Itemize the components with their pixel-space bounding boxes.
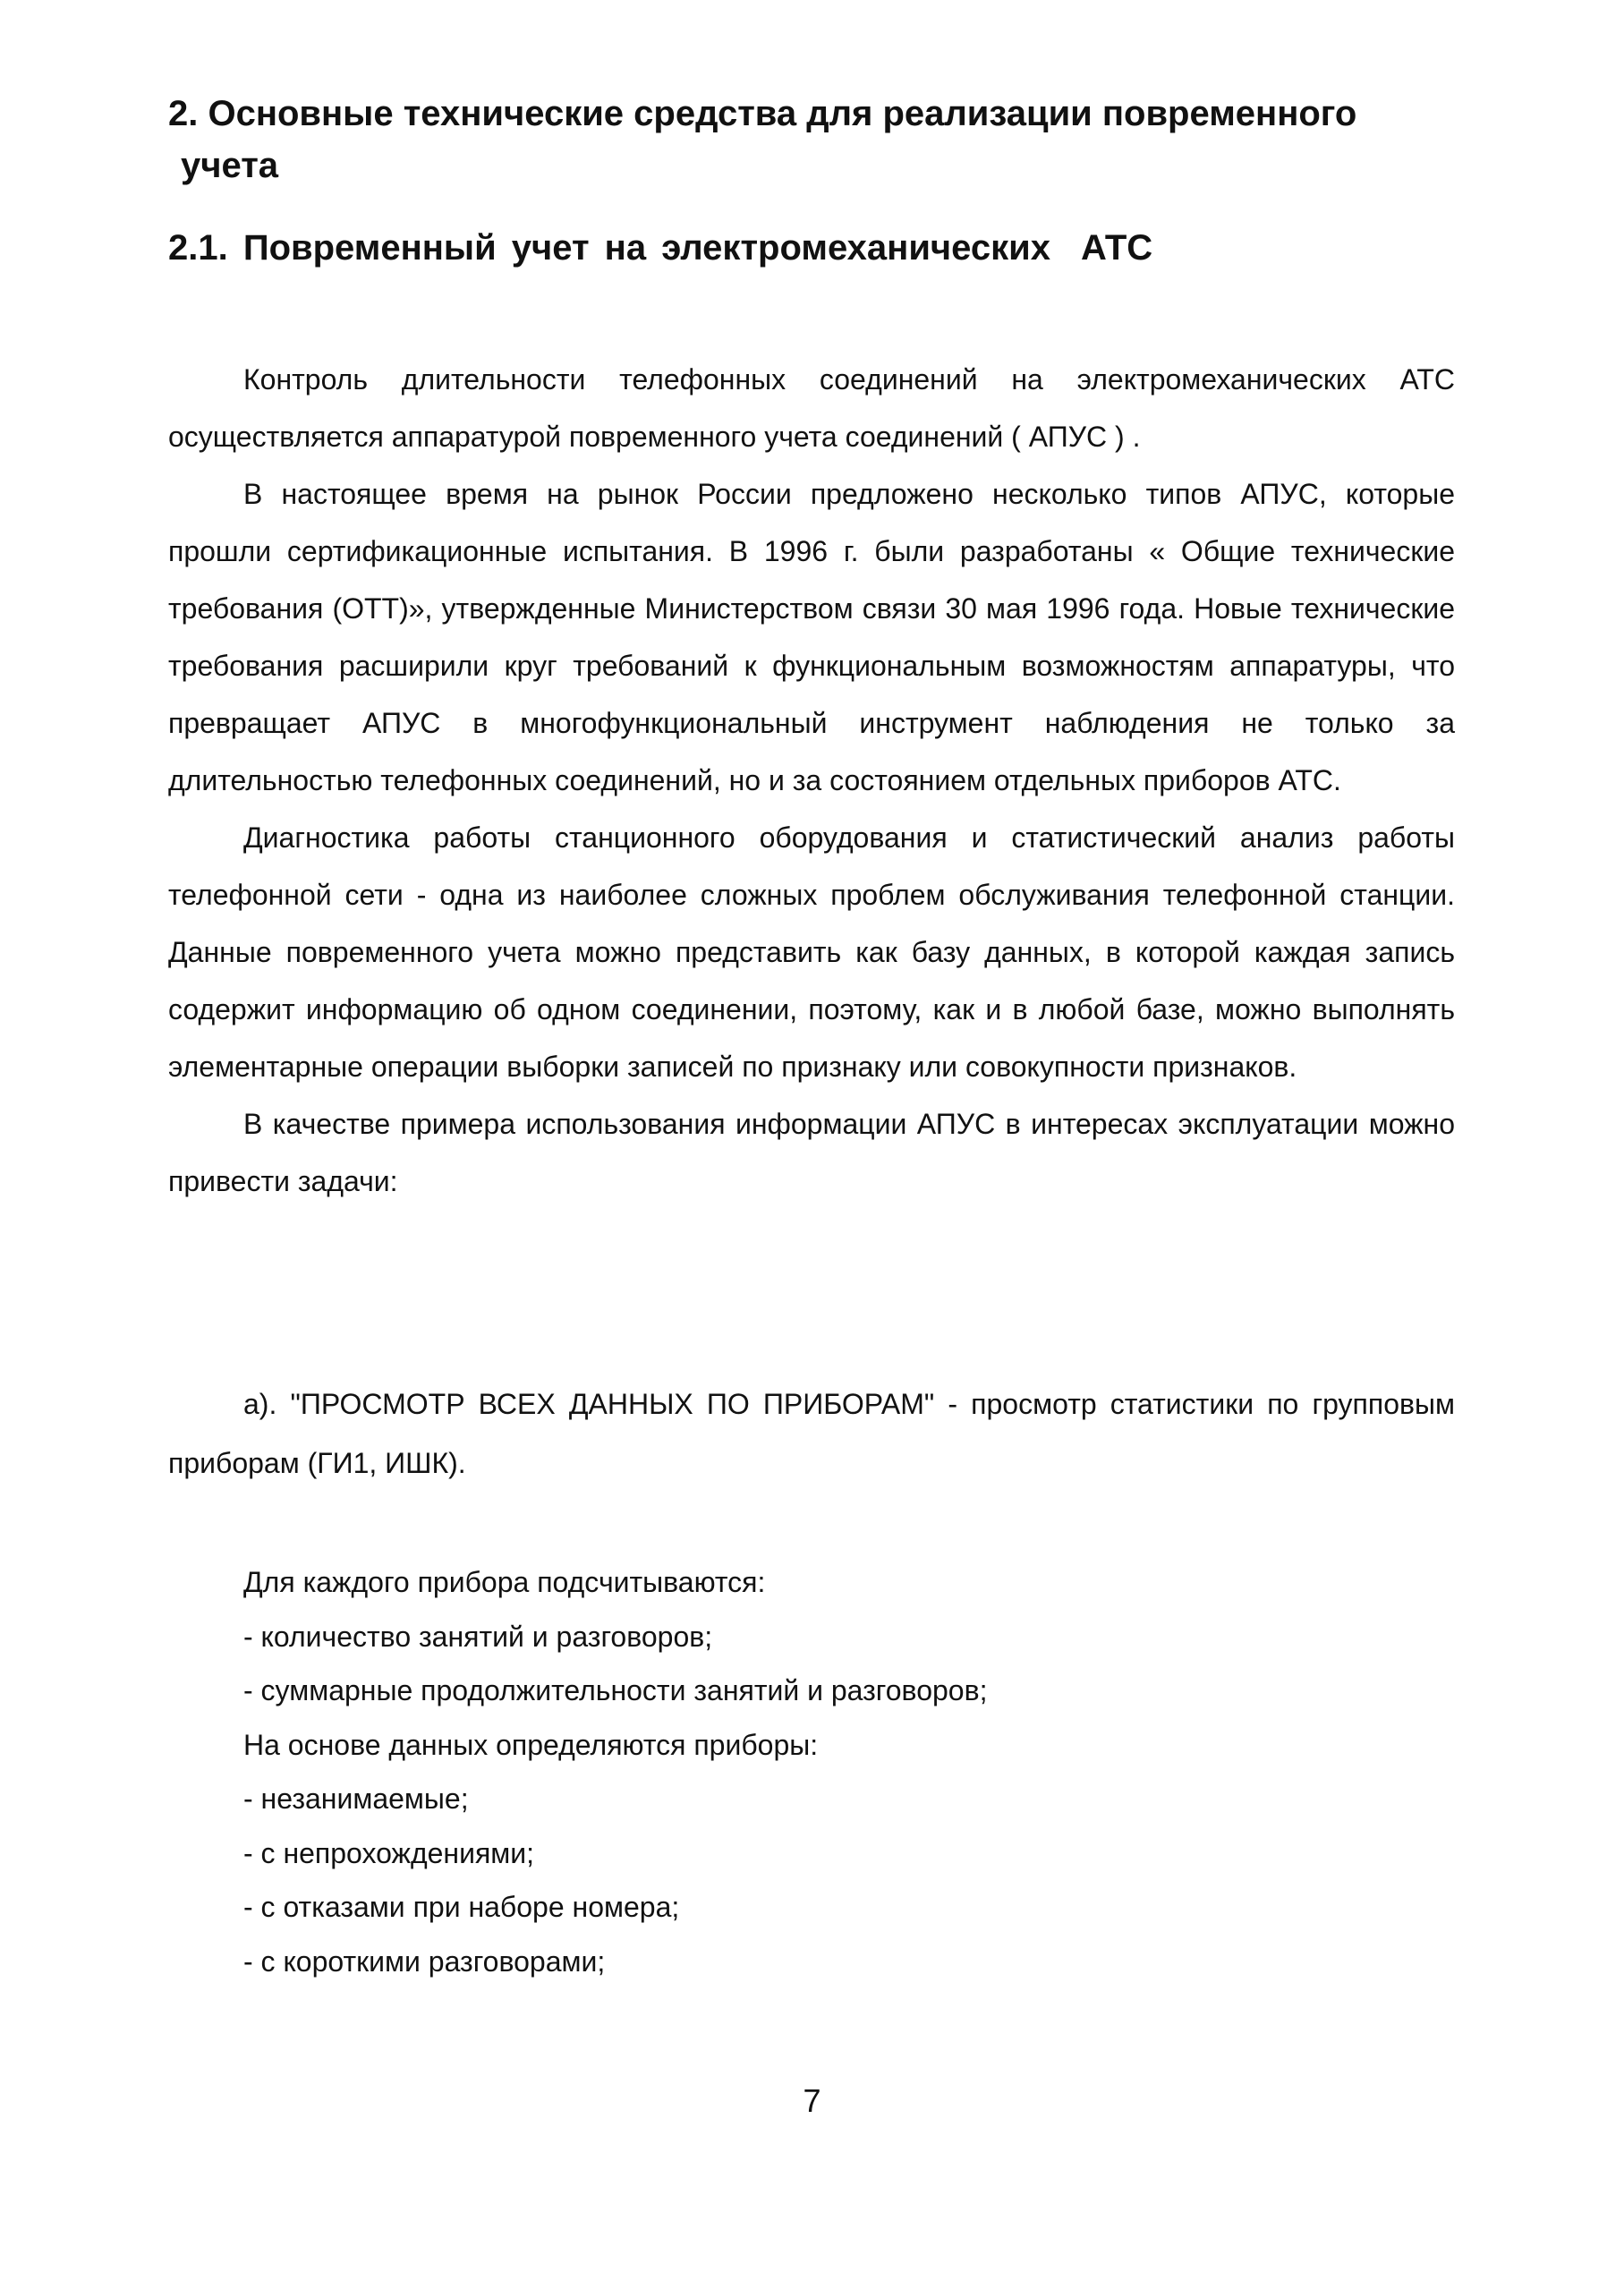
subsection-heading [168, 222, 1457, 274]
subsection-title-suffix: АТС [1080, 228, 1153, 268]
paragraph-1: Контроль длительности телефонных соединений на электромеханических АТС осуществляется аппаратурой повременного учета соединений ( АПУС ) . [168, 363, 1455, 453]
paragraph-4: В качестве примера использования информации АПУС в интересах эксплуатации можно привести задачи: [168, 1108, 1455, 1197]
subsection-title: Повременный учет на электромеханических [242, 228, 1050, 268]
list-item: - количество занятий и разговоров; [243, 1620, 713, 1653]
subsection-number: 2.1. [168, 228, 228, 268]
list-item: На основе данных определяются приборы: [243, 1728, 819, 1761]
list-item: Для каждого прибора подсчитываются: [243, 1566, 766, 1598]
list-item: - с отказами при наборе номера; [243, 1891, 680, 1923]
list-item: - незанимаемые; [243, 1783, 469, 1815]
list-item: - суммарные продолжительности занятий и разговоров; [243, 1674, 988, 1706]
paragraph-3: Диагностика работы станционного оборудования и статистический анализ работы телефонной сети - одна из наиболее сложных проблем обслуживания телефонной станции. Данные повременного учета можно представить как базу данных, в которой каждая запись содержит информацию об одном соединении, поэтому, как и в любой базе, можно выполнять элементарные операции выборки записей по признаку или совокупности признаков. [168, 821, 1455, 1083]
section-heading-line-2: учета [181, 146, 279, 185]
list-item: - с короткими разговорами; [243, 1944, 606, 1978]
list-item: - с непрохождениями; [243, 1836, 535, 1869]
page-number: 7 [803, 2082, 821, 2119]
body-text [168, 351, 1455, 1210]
section-heading-line-1: 2. Основные технические средства для реализации повременного [168, 94, 1357, 133]
section-heading [168, 88, 1457, 191]
task-item-a: а). "ПРОСМОТР ВСЕХ ДАННЫХ ПО ПРИБОРАМ" - просмотр статистики по групповым приборам (ГИ1, ИШК). [168, 1388, 1455, 1479]
device-counts-list [243, 1555, 1407, 1988]
paragraph-2: В настоящее время на рынок России предложено несколько типов АПУС, которые прошли сертификационные испытания. В 1996 г. были разработаны « Общие технические требования (ОТТ)», утвержденные Министерством связи 30 мая 1996 года. Новые технические требования расширили круг требований к функциональным возможностям аппаратуры, что превращает АПУС в многофункциональный инструмент наблюдения не только за длительностью телефонных соединений, но и за состоянием отдельных приборов АТС. [168, 478, 1455, 796]
